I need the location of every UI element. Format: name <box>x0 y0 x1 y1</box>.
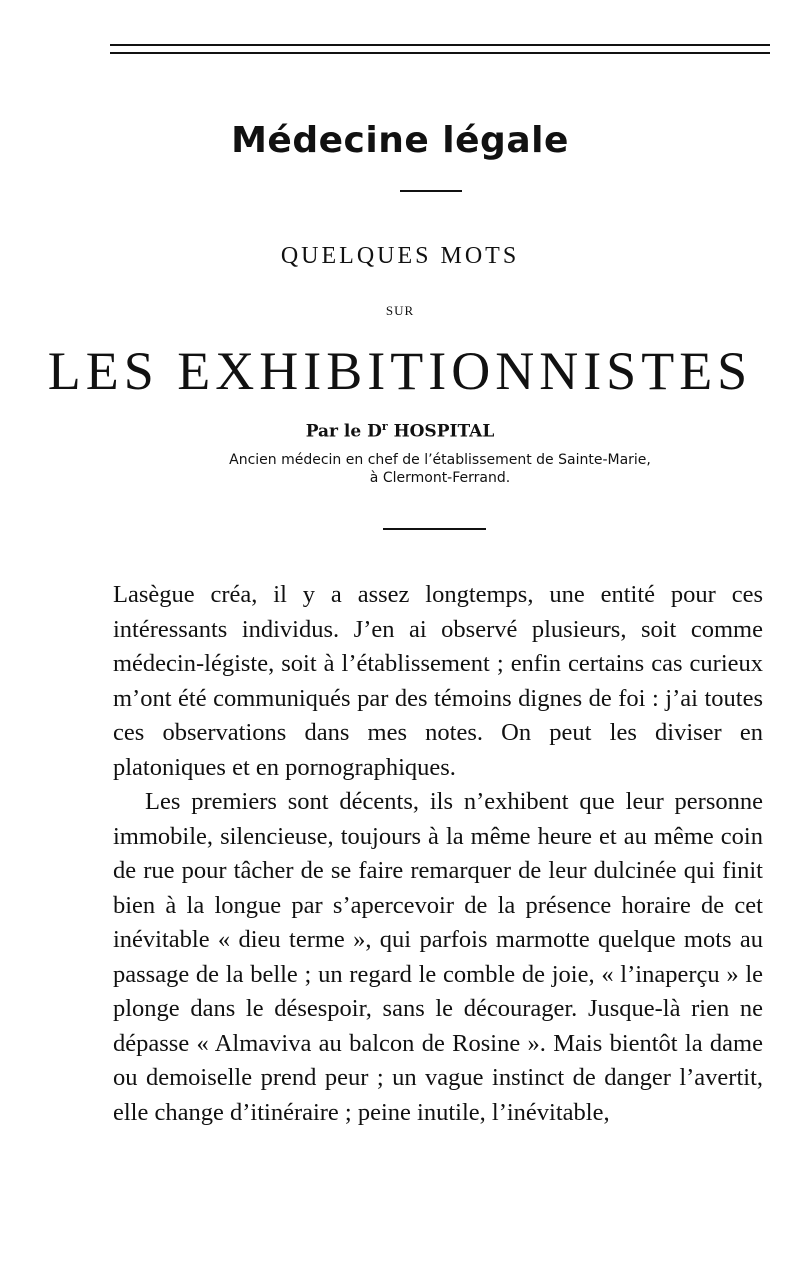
byline-prefix: Par le D <box>305 421 382 442</box>
byline-sup: r <box>381 420 388 433</box>
byline <box>0 420 800 442</box>
top-rule-1 <box>110 44 770 46</box>
section-heading: Médecine légale <box>231 120 569 161</box>
byline-author: HOSPITAL <box>393 421 495 442</box>
header-divider <box>383 528 486 530</box>
section-divider <box>400 190 462 192</box>
article-title: LES EXHIBITIONNISTES <box>47 341 753 401</box>
kicker-line-2: SUR <box>385 303 415 318</box>
affiliation-line-2: à Clermont-Ferrand. <box>369 470 511 486</box>
kicker-line-1: QUELQUES MOTS <box>280 243 520 269</box>
paragraph-1: Lasègue créa, il y a assez longtemps, une entité pour ces intéressants individus. J’en ai observé plusieurs, soit comme médecin-légiste, soit à l’établissement ; enfin certains cas curieux m’ont été communiqués par des témoins dignes de foi : j’ai toutes ces observations dans mes notes. On peut les diviser en platoniques et en pornographiques. <box>113 581 763 781</box>
top-rule-2 <box>110 52 770 54</box>
affiliation-line-1: Ancien médecin en chef de l’établissement de Sainte-Marie, <box>229 452 651 468</box>
article-body <box>113 578 763 1130</box>
paragraph-2: Les premiers sont décents, ils n’exhibent que leur personne immobile, silencieuse, toujours à la même heure et au même coin de rue pour tâcher de se faire remarquer de leur dulcinée qui finit bien à la longue par s’apercevoir de la présence horaire de cet inévitable « dieu terme », qui parfois marmotte quelque mots au passage de la belle ; un regard le comble de joie, « l’inaperçu » le plonge dans le désespoir, sans le décourager. Jusque-là rien ne dépasse « Almaviva au balcon de Rosine ». Mais bientôt la dame ou demoiselle prend peur ; un vague instinct de danger l’avertit, elle change d’itinéraire ; peine inutile, l’inévitable, <box>113 788 763 1126</box>
